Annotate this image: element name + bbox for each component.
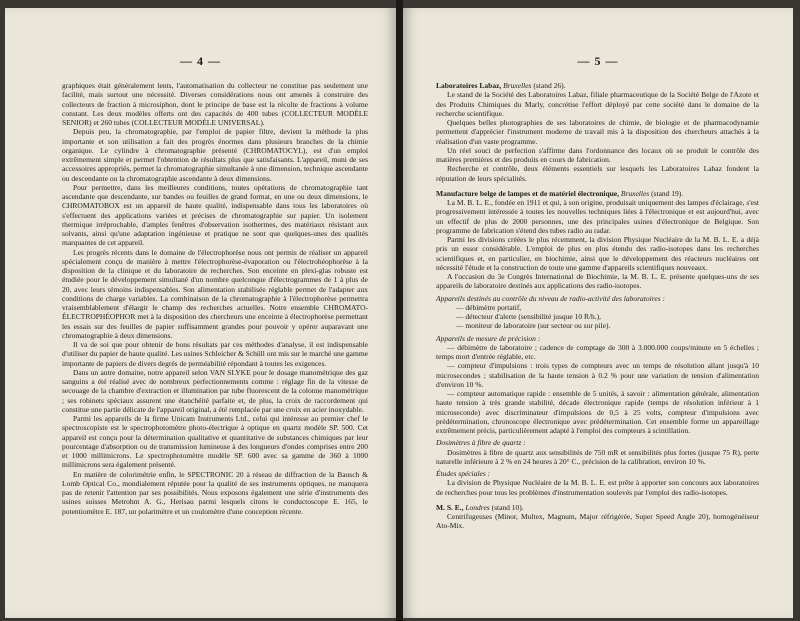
paragraph: Dans un autre domaine, notre appareil selon VAN SLYKE pour le dosage manométrique des gaz sanguins a été réalisé avec de nombreux perfectionnements comme : réglage fin de la vitesse de secouage de la chambre d'extraction et illumination par tube fluorescent de la colonne manométrique ; ses robinets spéciaux assurent une étanchéité parfaite et, de plus, la croix de raccordement qui constitue une partie délicate de l'appareil original, a été remplacée par une croix en acier inoxydable.	[62, 367, 368, 414]
paragraph: A l'occasion du 3e Congrès International de Biochimie, la M. B. L. E. présente quelques-uns de ses appareils de laboratoire destinés aux applications des radio-isotopes.	[436, 272, 759, 291]
paragraph: La M. B. L. E., fondée en 1911 et qui, à son origine, produisait uniquement des lampes d'éclairage, s'est progressivement intéressée à toutes les nouvelles techniques liées à l'électronique et est aujourd'hui, avec un effectif de plus de 2000 personnes, une des principales usines d'électronique de Belgique. Son programme de fabrication s'étend des tubes radio au radar.	[436, 198, 759, 235]
paragraph: Les progrès récents dans le domaine de l'électrophorèse nous ont permis de réaliser un appareil spécialement conçu de manière à mettre l'électrophorèse-évaporation ou l'électrohéophorèse à la disposition de la clinique et du laboratoire de recherches. Son enceinte en plexi-glas robuste est étudiée pour le développement simultané d'un nombre quelconque d'électrogrammes de 1 à plus de 20, avec leurs témoins indispensables. Son alimentation stabilisée réglable permet de l'adapter aux conditions de charge variables. La combinaison de la chromatographie à l'électrophorèse permettra vraisemblablement d'élargir le champ des recherches actuelles. Notre ensemble CHROMATO-ÉLECTROPHÉOPHOR met à la disposition des chercheurs une enceinte à électrophorèse permettant les essais sur des feuilles de papier suffisamment grandes pour pouvoir y opérer auparavant une chromatographie à deux dimensions.	[62, 247, 368, 340]
paragraph: Il va de soi que pour obtenir de bons résultats par ces méthodes d'analyse, il est indispensable d'utiliser du papier de haute qualité. Les usines Schleicher & Schüll ont mis sur le marché une gamme importante de papiers de divers degrés de perméabilité répondant à toutes les exigences.	[62, 340, 368, 368]
section-heading-mse: M. S. E., Londres (stand 10).	[436, 502, 524, 512]
right-page	[403, 8, 793, 618]
paragraph: En matière de colorimétrie enfin, le SPECTRONIC 20 à réseau de diffraction de la Bausch & Lomb Optical Co., mondialement réputée pour la qualité de ses instruments optiques, ne manquera pas de retenir l'attention par ses possibilités. Nous exposons également une série d'instruments des usines suisses Metrohm A. G., Herisau parmi lesquels citons le conductoscope E. 165, le potentiomètre E. 187, un polarimètre et un coulomètre d'une conception récente.	[62, 469, 368, 516]
paragraph: Centrifugeuses (Minor, Multex, Magnum, Major réfrigérée, Super Speed Angle 20), homogénéiseur Ato-Mix.	[436, 512, 759, 531]
paragraph: Parmi les appareils de la firme Unicam Instruments Ltd., celui qui intéresse au premier chef le spectroscopiste est le spectrophotomètre photo-électrique à optique en quartz modèle SP. 500. Cet appareil est conçu pour la détermination qualitative et quantitative de substances chimiques par leur pourcentage d'absorption ou de transmission lumineuse à des longueurs d'ondes comprises entre 200 et 1000 millimicrons. Le spectrophotomètre modèle SP. 600 avec sa gamme de 360 à 1000 millimicrons sera également présenté.	[62, 414, 368, 470]
left-page	[5, 8, 396, 618]
paragraph: Un réel souci de perfection s'affirme dans l'ordonnance des locaux où se produit le contrôle des matières premières et des produits en cours de fabrication.	[436, 145, 759, 164]
right-page-text	[436, 81, 759, 531]
paragraph: Depuis peu, la chromatographie, par l'emploi de papier filtre, devient la méthode la plus importante et son utilisation a fait des progrès énormes dans plusieurs branches de la chimie organique. Le cylindre à chromatographie présenté (CHROMATOCYL), est d'un emploi extrêmement simple et permet l'obtention de résultats plus que satisfaisants. L'appareil, muni de ses accessoires appropriés, permet la chromatographie simultanée à une dimension, technique ascendante ou descendante ou la chromatographie ascendante à deux dimensions.	[62, 127, 368, 183]
list-item: — moniteur de laboratoire (sur secteur ou sur pile).	[456, 321, 611, 331]
paragraph: Parmi les divisions créées le plus récemment, la division Physique Nucléaire de la M. B. L. E. a déjà pris un essor considérable. L'emploi de plus en plus étendu des radio-isotopes dans les recherches scientifiques et, en particulier, en biochimie, ainsi que le développement des réacteurs nucléaires ont nécessité l'étude et la construction de toute une gamme d'appareils scientifiques nouveaux.	[436, 235, 759, 272]
paragraph: Dosimètres à fibre de quartz aux sensibilités de 750 mR et sensibilités plus fortes (jusque 75 R), perte naturelle inférieure à 2 % en 24 heures à 20° C., précision de la calibration, environ 10 %.	[436, 447, 759, 466]
left-page-text	[62, 81, 368, 516]
section-heading-labaz: Laboratoires Labaz, Bruxelles (stand 26).	[436, 81, 566, 90]
paragraph: Le stand de la Société des Laboratoires Labaz, filiale pharmaceutique de la Société Belge de l'Azote et des Produits Chimiques du Marly, concrétise l'effort déployé par cette société dans le domaine de la recherche scientifique.	[436, 90, 759, 118]
subheading: Appareils destinés au contrôle du niveau de radio-activité des laboratoires :	[436, 293, 665, 303]
section-heading-mble: Manufacture belge de lampes et de matériel électronique, Bruxelles (stand 19).	[436, 188, 684, 198]
list-item: — compteur d'impulsions : trois types de compteurs avec un temps de résolution allant jusqu'à 10 microsecondes ; stabilisation de la haute tension à 0.2 % pour une variation de tension d'alimentation d'environ 10 %.	[436, 361, 759, 389]
list-item: — détecteur d'alerte (sensibilité jusque 10 R/h.),	[456, 312, 602, 321]
page-number-left: — 4 —	[180, 54, 221, 68]
page-number-right: — 5 —	[577, 54, 619, 68]
paragraph: Quelques belles photographies de ses laboratoires de chimie, de biologie et de pharmacodynamie permettent d'apprécier l'instrument moderne de travail mis à la disposition des chercheurs attachés à la réalisation d'un vaste programme.	[436, 118, 759, 146]
paragraph: La division de Physique Nucléaire de la M. B. L. E. est prête à apporter son concours aux laboratoires de recherches pour tous les problèmes d'instrumentation soulevés par l'emploi des radio-isotopes.	[436, 478, 759, 497]
list-item: — débimètre de laboratoire ; cadence de comptage de 300 à 3.000.000 coups/minute en 5 échelles ; temps mort d'entrée réglable, etc.	[436, 342, 759, 361]
paragraph: graphiques était généralement lents, l'automatisation du collecteur ne constitue pas seulement une facilité, mais surtout une nécessité. Diverses considérations nous ont amenés à construire des collecteurs de fraction à microsiphon, dont le principe de base est la récolte de fractions à volume constant. Les deux modèles offerts ont des capacités de 400 tubes (COLLECTEUR MODÈLE SENIOR) et 260 tubes (COLLECTEUR MODÈLE UNIVERSAL).	[62, 81, 368, 127]
subheading: Études spéciales :	[436, 469, 491, 478]
list-item: — débimètre portatif,	[456, 302, 522, 312]
list-item: — compteur automatique rapide : ensemble de 5 unités, à savoir : alimentation générale, alimentation haute tension à très grande stabilité, décade électronique rapide (temps de résolution inférieur à 1 microseconde) avec discriminateur d'impulsions de 0,5 à 25 volts, compteur d'impulsions avec prédétermination, chronoscope électronique avec prédétermination. Cet ensemble forme un appareillage extrêmement précis, particulièrement adapté à l'emploi des compteurs à scintillation.	[436, 389, 759, 435]
book-gutter	[396, 0, 403, 621]
subheading: Dosimètres à fibre de quartz :	[436, 438, 526, 448]
paragraph: Recherche et contrôle, deux éléments essentiels sur lesquels les Laboratoires Labaz fondent la réputation de leurs spécialités.	[436, 164, 759, 183]
subheading: Appareils de mesure de précision :	[436, 333, 541, 343]
paragraph: Pour permettre, dans les meilleures conditions, toutes opérations de chromatographie tant ascendante que descendante, sur bandes ou feuilles de grand format, en une ou deux dimensions, le CHROMATOBOX est un appareil de haute qualité, indispensable dans tous les laboratoires où s'effectuent des applications variées et précises de chromatographie sur papier. Un isolement thermique irréprochable, d'amples fenêtres d'observation isothermes, des matériaux résistant aux solvants, ainsi qu'une adaptation ingénieuse et pratique ne sont que quelques-unes des qualités marquantes de cet appareil.	[62, 182, 368, 248]
